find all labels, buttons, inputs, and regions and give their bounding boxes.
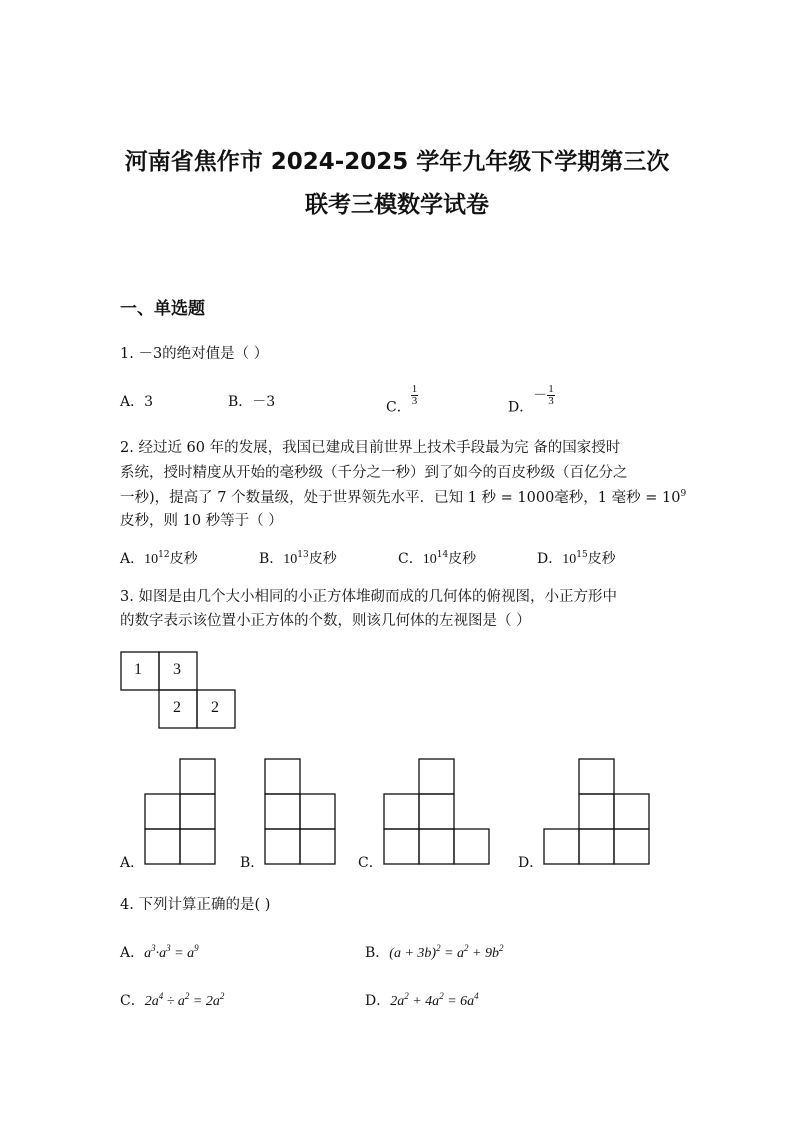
q1-d-denominator: 3 — [548, 395, 554, 407]
q4-option-b — [365, 942, 503, 962]
q2-c-label: C． — [398, 551, 423, 567]
q2-b-label: B． — [259, 551, 284, 567]
q3-option-c-label: C． — [358, 855, 383, 871]
question-2-line1: 2. 经过近 60 年的发展，我国已建成目前世界上技术手段最为完 备的国家授时 — [120, 440, 621, 456]
q1-option-d-label: D． — [508, 399, 534, 416]
q2-d-unit: 皮秒 — [587, 551, 616, 567]
q2-option-b — [259, 548, 337, 568]
q2-b-unit: 皮秒 — [308, 551, 337, 567]
q2-line3-exponent: 9 — [680, 489, 687, 499]
question-2-line2: 系统，授时精度从开始的毫秒级（千分之一秒）到了如今的百皮秒级（百亿分之 — [120, 465, 628, 481]
grid-cell-number: 2 — [211, 699, 219, 716]
q1-d-sign: － — [533, 388, 548, 404]
q3-option-b-label: B． — [240, 855, 265, 871]
q3-figure-d — [544, 759, 649, 864]
question-3-line1: 3. 如图是由几个大小相同的小正方体堆砌而成的几何体的俯视图，小正方形中 — [120, 589, 617, 605]
section-heading: 一、单选题 — [120, 299, 205, 319]
question-3-line2: 的数字表示该位置小正方体的个数，则该几何体的左视图是（ ） — [120, 613, 531, 629]
q2-option-d — [537, 548, 616, 568]
q2-b-base: 10 — [283, 552, 298, 567]
q4-b-label: B． — [365, 945, 390, 961]
q2-a-exp: 12 — [158, 550, 170, 560]
q1-option-c — [386, 384, 418, 417]
q2-d-exp: 15 — [576, 550, 588, 560]
page-title-line1: 河南省焦作市 2024-2025 学年九年级下学期第三次 — [124, 149, 670, 175]
q1-c-denominator: 3 — [411, 395, 418, 407]
q2-c-base: 10 — [422, 552, 437, 567]
q3-figure-c — [384, 759, 489, 864]
top-view-grid — [120, 651, 238, 729]
question-1-stem: 1. －3的绝对值是（ ） — [120, 346, 269, 362]
q2-a-label: A． — [120, 551, 145, 567]
q2-option-c — [398, 548, 476, 568]
q2-c-exp: 14 — [436, 550, 449, 560]
q1-option-a: A．3 — [120, 394, 154, 410]
grid-cell-number: 2 — [173, 699, 181, 716]
question-2-line4: 皮秒，则 10 秒等于（ ） — [120, 513, 283, 529]
q1-option-c-fraction — [411, 384, 419, 407]
q1-option-d-fraction — [547, 384, 555, 407]
q2-a-base: 10 — [144, 552, 159, 567]
q3-figure-a — [145, 759, 215, 864]
q1-option-c-label: C． — [386, 399, 411, 416]
q1-option-b: B．－3 — [228, 394, 276, 410]
q4-a-label: A． — [120, 945, 145, 961]
q1-d-numerator: 1 — [548, 383, 554, 395]
q4-option-a — [120, 942, 199, 962]
q4-option-d — [365, 990, 479, 1010]
q4-b-expression: $(a + 3b)^2 = a^2 + 9b^2$ — [389, 943, 504, 961]
grid-cell-number: 1 — [134, 661, 142, 678]
q2-b-exp: 13 — [297, 550, 309, 560]
q2-option-a — [120, 548, 198, 568]
q3-figure-b — [265, 759, 335, 864]
q4-c-expression: $2a^4 \div a^2 = 2a^2$ — [144, 991, 225, 1009]
question-2-line3 — [120, 486, 686, 507]
q4-a-expression: $a^3\cdot a^3 = a^9$ — [144, 943, 199, 961]
q3-option-d-label: D． — [518, 855, 544, 871]
q2-d-label: D． — [537, 551, 563, 567]
question-4-stem: 4. 下列计算正确的是( ) — [120, 897, 271, 913]
q2-d-base: 10 — [562, 552, 577, 567]
q4-c-label: C． — [120, 993, 145, 1009]
q4-d-label: D． — [365, 993, 391, 1009]
q2-c-unit: 皮秒 — [448, 551, 477, 567]
q4-d-expression: $2a^2 + 4a^2 = 6a^4$ — [390, 991, 479, 1009]
q2-line3-text: 一秒)，提高了 7 个数量级，处于世界领先水平．已知 1 秒 = 1000毫秒，1 毫秒 = 10 — [120, 490, 681, 506]
q2-a-unit: 皮秒 — [169, 551, 198, 567]
q4-option-c — [120, 990, 224, 1010]
q1-c-numerator: 1 — [411, 383, 418, 395]
grid-cell-number: 3 — [173, 661, 181, 678]
q3-option-a-label: A． — [120, 855, 145, 871]
q1-option-d — [508, 384, 555, 417]
page-title-line2: 联考三模数学试卷 — [305, 192, 489, 218]
